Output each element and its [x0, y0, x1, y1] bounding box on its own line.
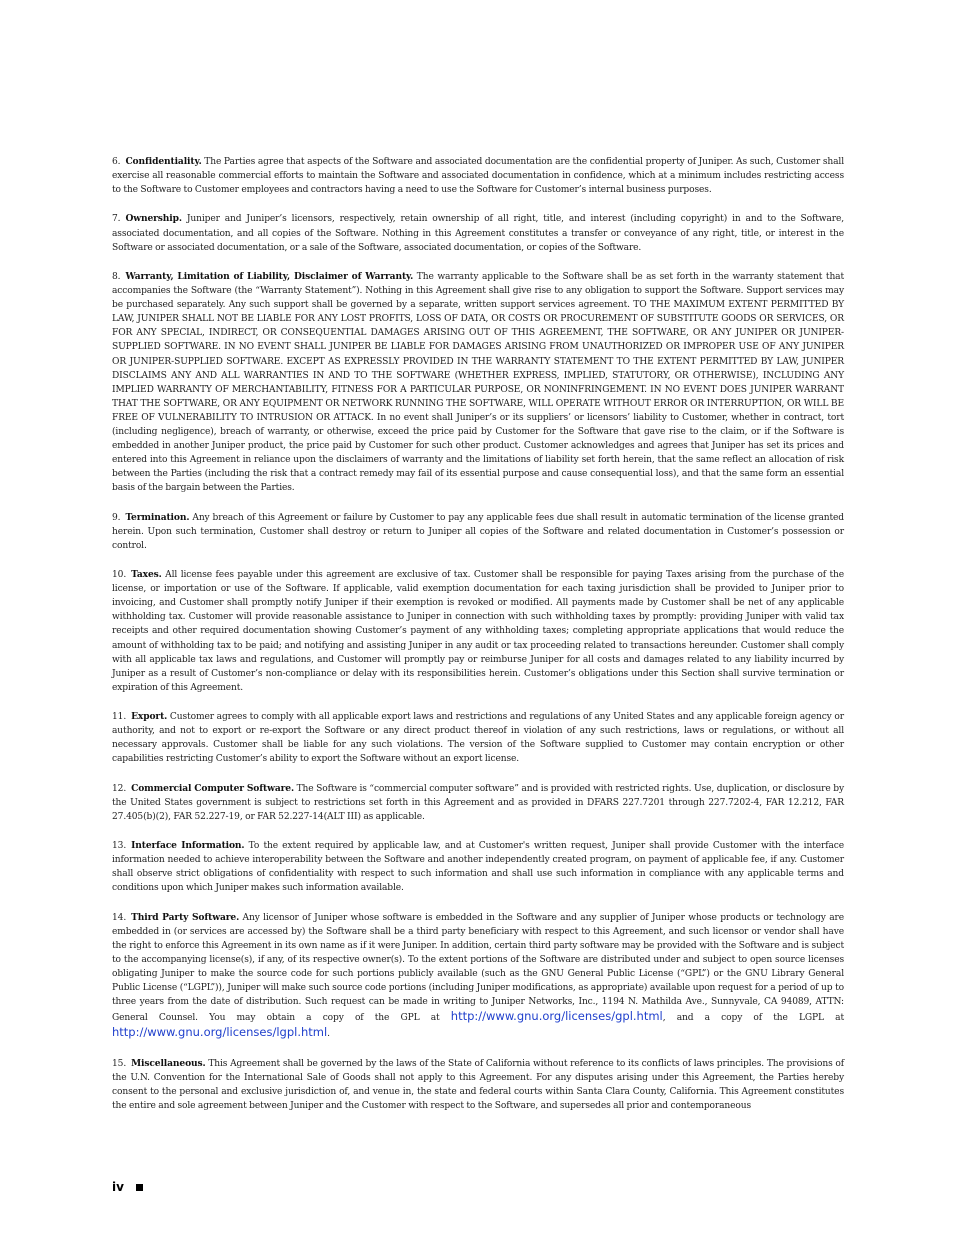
section-text-end: . [327, 1029, 330, 1040]
section-text: Any breach of this Agreement or failure by Customer to pay any applicable fees due shall result in automatic termination of the license granted herein. Upon such termination, Customer shall destroy or return to Juniper all copies of the Software and related documentation in Customer’s possession or control. [112, 512, 844, 551]
section-text: This Agreement shall be governed by the laws of the State of California without reference to its conflicts of laws principles. The provisions of the U.N. Convention for the International Sale of Goods shall not apply to this Agreement. For any disputes arising under this Agreement, the Parties hereby consent to the personal and exclusive jurisdiction of, and venue in, the state and federal courts within Santa Clara County, California. This Agreement constitutes the entire and sole agreement between Juniper and the Customer with respect to the Software, and supersedes all prior and contemporaneous [112, 1058, 844, 1112]
section-heading: Export. [131, 711, 168, 723]
section-heading: Ownership. [125, 213, 182, 225]
section-heading: Third Party Software. [131, 911, 240, 923]
section-heading: Termination. [125, 511, 190, 523]
section-number: 15. [112, 1058, 127, 1069]
section-text: The Parties agree that aspects of the Software and associated documentation are the confidential property of Juniper. As such, Customer shall exercise all reasonable commercial efforts to maintain the Software and associated documentation in confidence, which at a minimum includes restricting access to the Software to Customer employees and contractors having a need to use the Software for Customer’s internal business purposes. [112, 157, 844, 196]
section-number: 14. [112, 912, 127, 923]
page-footer [112, 1179, 143, 1195]
section-10 [112, 568, 844, 695]
section-text: To the extent required by applicable law, and at Customer's written request, Juniper shall provide Customer with the interface information needed to achieve interoperability between the Software and another independently created program, on payment of applicable fee, if any. Customer shall observe strict obligations of confidentiality with respect to such information and shall use such information in compliance with any applicable terms and conditions upon which Juniper makes such information available. [112, 841, 844, 894]
square-bullet-icon [136, 1184, 143, 1191]
section-text: The warranty applicable to the Software shall be as set forth in the warranty statement that accompanies the Software (the “Warranty Statement”). Nothing in this Agreement shall give rise to any obligation to support the Software. Support services may be purchased separately. Any such support shall be governed by a separate, written support services agreement. TO THE MAXIMUM EXTENT PERMITTED BY LAW, JUNIPER SHALL NOT BE LIABLE FOR ANY LOST PROFITS, LOSS OF DATA, OR COSTS OR PROCUREMENT OF SUBSTITUTE GOODS OR SERVICES, OR FOR ANY SPECIAL, INDIRECT, OR CONSEQUENTIAL DAMAGES ARISING OUT OF THIS AGREEMENT, THE SOFTWARE, OR ANY JUNIPER OR JUNIPER-SUPPLIED SOFTWARE. IN NO EVENT SHALL JUNIPER BE LIABLE FOR DAMAGES ARISING FROM UNAUTHORIZED OR IMPROPER USE OF ANY JUNIPER OR JUNIPER-SUPPLIED SOFTWARE. EXCEPT AS EXPRESSLY PROVIDED IN THE WARRANTY STATEMENT TO THE EXTENT PERMITTED BY LAW, JUNIPER DISCLAIMS ANY AND ALL WARRANTIES IN AND TO THE SOFTWARE (WHETHER EXPRESS, IMPLIED, STATUTORY, OR OTHERWISE), INCLUDING ANY IMPLIED WARRANTY OF MERCHANTABILITY, FITNESS FOR A PARTICULAR PURPOSE, OR NONINFRINGEMENT. IN NO EVENT DOES JUNIPER WARRANT THAT THE SOFTWARE, OR ANY EQUIPMENT OR NETWORK RUNNING THE SOFTWARE, WILL OPERATE WITHOUT ERROR OR INTERRUPTION, OR WILL BE FREE OF VULNERABILITY TO INTRUSION OR ATTACK. In no event shall Juniper’s or its suppliers’ or licensors’ liability to Customer, whether in contract, tort (including negligence), breach of warranty, or otherwise, exceed the price paid by Customer for the Software that gave rise to the claim, or if the Software is embedded in another Juniper product, the price paid by Customer for such other product. Customer acknowledges and agrees that Juniper has set its prices and entered into this Agreement in reliance upon the disclaimers of warranty and the limitations of liability set forth herein, that the same reflect an allocation of risk between the Parties (including the risk that a contract remedy may fail of its essential purpose and cause consequential loss), and that the same form an essential basis of the bargain between the Parties. [112, 271, 845, 494]
section-14 [112, 911, 844, 1042]
section-heading: Interface Information. [131, 840, 245, 852]
section-6 [112, 155, 844, 197]
lgpl-link[interactable]: http://www.gnu.org/licenses/lgpl.html [112, 1025, 328, 1040]
section-number: 10. [112, 570, 127, 581]
section-number: 13. [112, 841, 127, 852]
section-9 [112, 511, 844, 553]
section-text: Customer agrees to comply with all applicable export laws and restrictions and regulations of any United States and any applicable foreign agency or authority, and not to export or re-export the Software or any direct product thereof in violation of any such restrictions, laws or regulations, or without all necessary approvals. Customer shall be liable for any such violations. The version of the Software supplied to Customer may contain encryption or other capabilities restricting Customer’s ability to export the Software without an export license. [112, 712, 844, 765]
section-12 [112, 782, 844, 824]
section-13 [112, 839, 844, 895]
section-8 [112, 270, 844, 496]
section-text-mid: , and a copy of the LGPL at [662, 1013, 844, 1024]
section-number: 12. [112, 783, 127, 794]
section-number: 9. [112, 512, 121, 523]
section-heading: Taxes. [131, 569, 162, 581]
section-11 [112, 710, 844, 766]
page-number: iv [112, 1180, 124, 1194]
section-15 [112, 1057, 844, 1113]
section-number: 6. [112, 157, 121, 167]
section-number: 11. [112, 712, 127, 723]
section-number: 7. [112, 214, 121, 225]
section-heading: Warranty, Limitation of Liability, Disclaimer of Warranty. [125, 270, 414, 282]
section-heading: Commercial Computer Software. [131, 782, 294, 794]
section-text: All license fees payable under this agreement are exclusive of tax. Customer shall be responsible for paying Taxes arising from the purchase of the license, or importation or use of the Software. If applicable, valid exemption documentation for each taxing jurisdiction shall be provided to Juniper prior to invoicing, and Customer shall promptly notify Juniper if their exemption is revoked or modified. All payments made by Customer shall be net of any applicable withholding tax. Customer will provide reasonable assistance to Juniper in connection with such withholding taxes by promptly: providing Juniper with valid tax receipts and other required documentation showing Customer’s payment of any withholding taxes; completing appropriate applications that would reduce the amount of withholding tax to be paid; and notifying and assisting Juniper in any audit or tax proceeding related to transactions hereunder. Customer shall comply with all applicable tax laws and regulations, and Customer will promptly pay or reimburse Juniper for all costs and damages related to any liability incurred by Juniper as a result of Customer’s non-compliance or delay with its responsibilities herein. Customer’s obligations under this Section shall survive termination or expiration of this Agreement. [112, 570, 844, 693]
section-number: 8. [112, 271, 121, 282]
gpl-link[interactable]: http://www.gnu.org/licenses/gpl.html [450, 1009, 663, 1024]
license-body [112, 155, 844, 1128]
section-text: Any licensor of Juniper whose software is embedded in the Software and any supplier of Juniper whose products or technology are embedded in (or services are accessed by) the Software shall be a third party beneficiary with respect to this Agreement, and such licensor or vendor shall have the right to enforce this Agreement in its own name as if it were Juniper. In addition, certain third party software may be provided with the Software and is subject to the accompanying license(s), if any, of its respective owner(s). To the extent portions of the Software are distributed under and subject to open source licenses obligating Juniper to make the source code for such portions publicly available (such as the GNU General Public License (“GPL”) or the GNU Library General Public License (“LGPL”)), Juniper will make such source code portions (including Juniper modifications, as appropriate) available upon request for a period of up to three years from the date of distribution. Such request can be made in writing to Juniper Networks, Inc., 1194 N. Mathilda Ave., Sunnyvale, CA 94089, ATTN: General Counsel. You may obtain a copy of the GPL at [112, 912, 844, 1024]
section-heading: Miscellaneous. [131, 1057, 206, 1069]
section-7 [112, 212, 844, 254]
section-text: The Software is “commercial computer software” and is provided with restricted rights. Use, duplication, or disclosure by the United States government is subject to restrictions set forth in this Agreement and as provided in DFARS 227.7201 through 227.7202-4, FAR 12.212, FAR 27.405(b)(2), FAR 52.227-19, or FAR 52.227-14(ALT III) as applicable. [112, 783, 844, 822]
section-heading: Confidentiality. [125, 156, 202, 167]
section-text: Juniper and Juniper’s licensors, respectively, retain ownership of all right, title, and interest (including copyright) in and to the Software, associated documentation, and all copies of the Software. Nothing in this Agreement constitutes a transfer or conveyance of any right, title, or interest in the Software or associated documentation, or a sale of the Software, associated documentation, or copies of the Software. [112, 214, 844, 253]
